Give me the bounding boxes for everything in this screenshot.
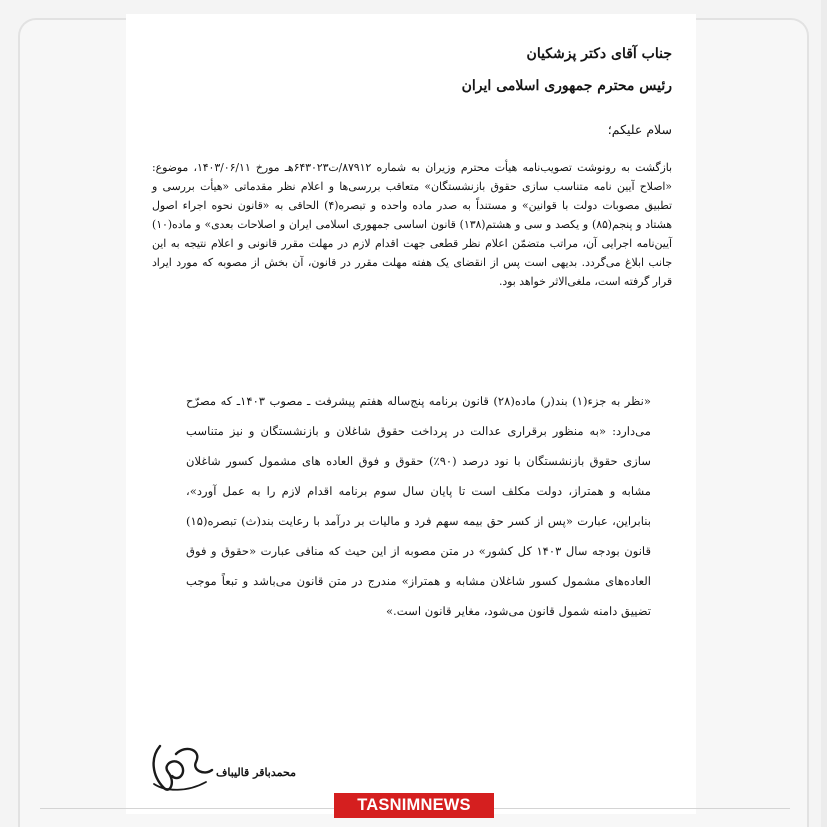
letter-intro-paragraph: بازگشت به رونوشت تصویب‌نامه هیأت محترم وزیران به شماره ۸۷۹۱۲/ت۶۴۳۰۲۳هـ مورخ ۱۴۰۳/۰۶/۱۱، موضوع: «اصلاح آیین نامه متناسب سازی حقوق بازنشستگان» متعاقب بررسی‌ها و اعلام نظر مقدماتی «هیأت بررسی و تطبیق مصوبات دولت با قوانین» و مستنداً به صدر ماده واحده و تبصره(۴) الحاقی به «قانون نحوه اجراء اصول هشتاد و پنجم(۸۵) و یکصد و سی و هشتم(۱۳۸) قانون اساسی جمهوری اسلامی ایران و اصلاحات بعدی» و ماده(۱۰) آیین‌نامه اجرایی آن، مراتب متضمّن اعلام نظر قطعی جهت اقدام لازم در مهلت مقرر قانونی و اعلام نتیجه به این جانب ابلاغ می‌گردد. بدیهی است پس از انقضای یک هفته مهلت مقرر در قانون، آن بخش از مصوبه که مورد ایراد قرار گرفته است، ملغی‌الاثر خواهد بود.	[152, 161, 673, 288]
handwritten-signature-icon	[146, 736, 216, 798]
addressee-title: جناب آقای دکتر پزشکیان	[526, 46, 672, 62]
letter-quoted-ruling: «نظر به جزء(۱) بند(ر) ماده(۲۸) قانون برنامه پنج‌ساله هفتم پیشرفت ـ مصوب ۱۴۰۳ـ که مصرّح می‌دارد: «به منظور برقراری عدالت در پرداخت حقوق شاغلان و بازنشستگان و نیز متناسب سازی حقوق بازنشستگان با نود درصد (۹۰٪) حقوق و فوق العاده های مشمول کسور شاغلان مشابه و همتراز، دولت مکلف است تا پایان سال سوم برنامه اقدام لازم را به عمل آورد»، بنابراین، عبارت «پس از کسر حق بیمه سهم فرد و مالیات بر درآمد با رعایت بند(ث) تبصره(۱۵) قانون بودجه سال ۱۴۰۳ کل کشور» در متن مصوبه از این حیث که منافی عبارت «حقوق و فوق العاده‌های مشمول کسور شاغلان مشابه و همتراز» مندرج در متن قانون می‌باشد و تبعاً موجب تضییق دامنه شمول قانون می‌شود، مغایر قانون است.»	[186, 394, 652, 618]
addressee-position: رئیس محترم جمهوری اسلامی ایران	[461, 78, 672, 94]
letter-greeting: سلام علیکم؛	[607, 122, 672, 137]
official-letter	[126, 14, 696, 814]
signer-name: محمدباقر قالیباف	[215, 766, 296, 779]
tasnimnews-logo: TASNIMNEWS	[334, 793, 494, 818]
letter-addressee	[462, 38, 672, 102]
scrollbar-track[interactable]	[821, 0, 827, 827]
signature-block	[146, 736, 296, 796]
